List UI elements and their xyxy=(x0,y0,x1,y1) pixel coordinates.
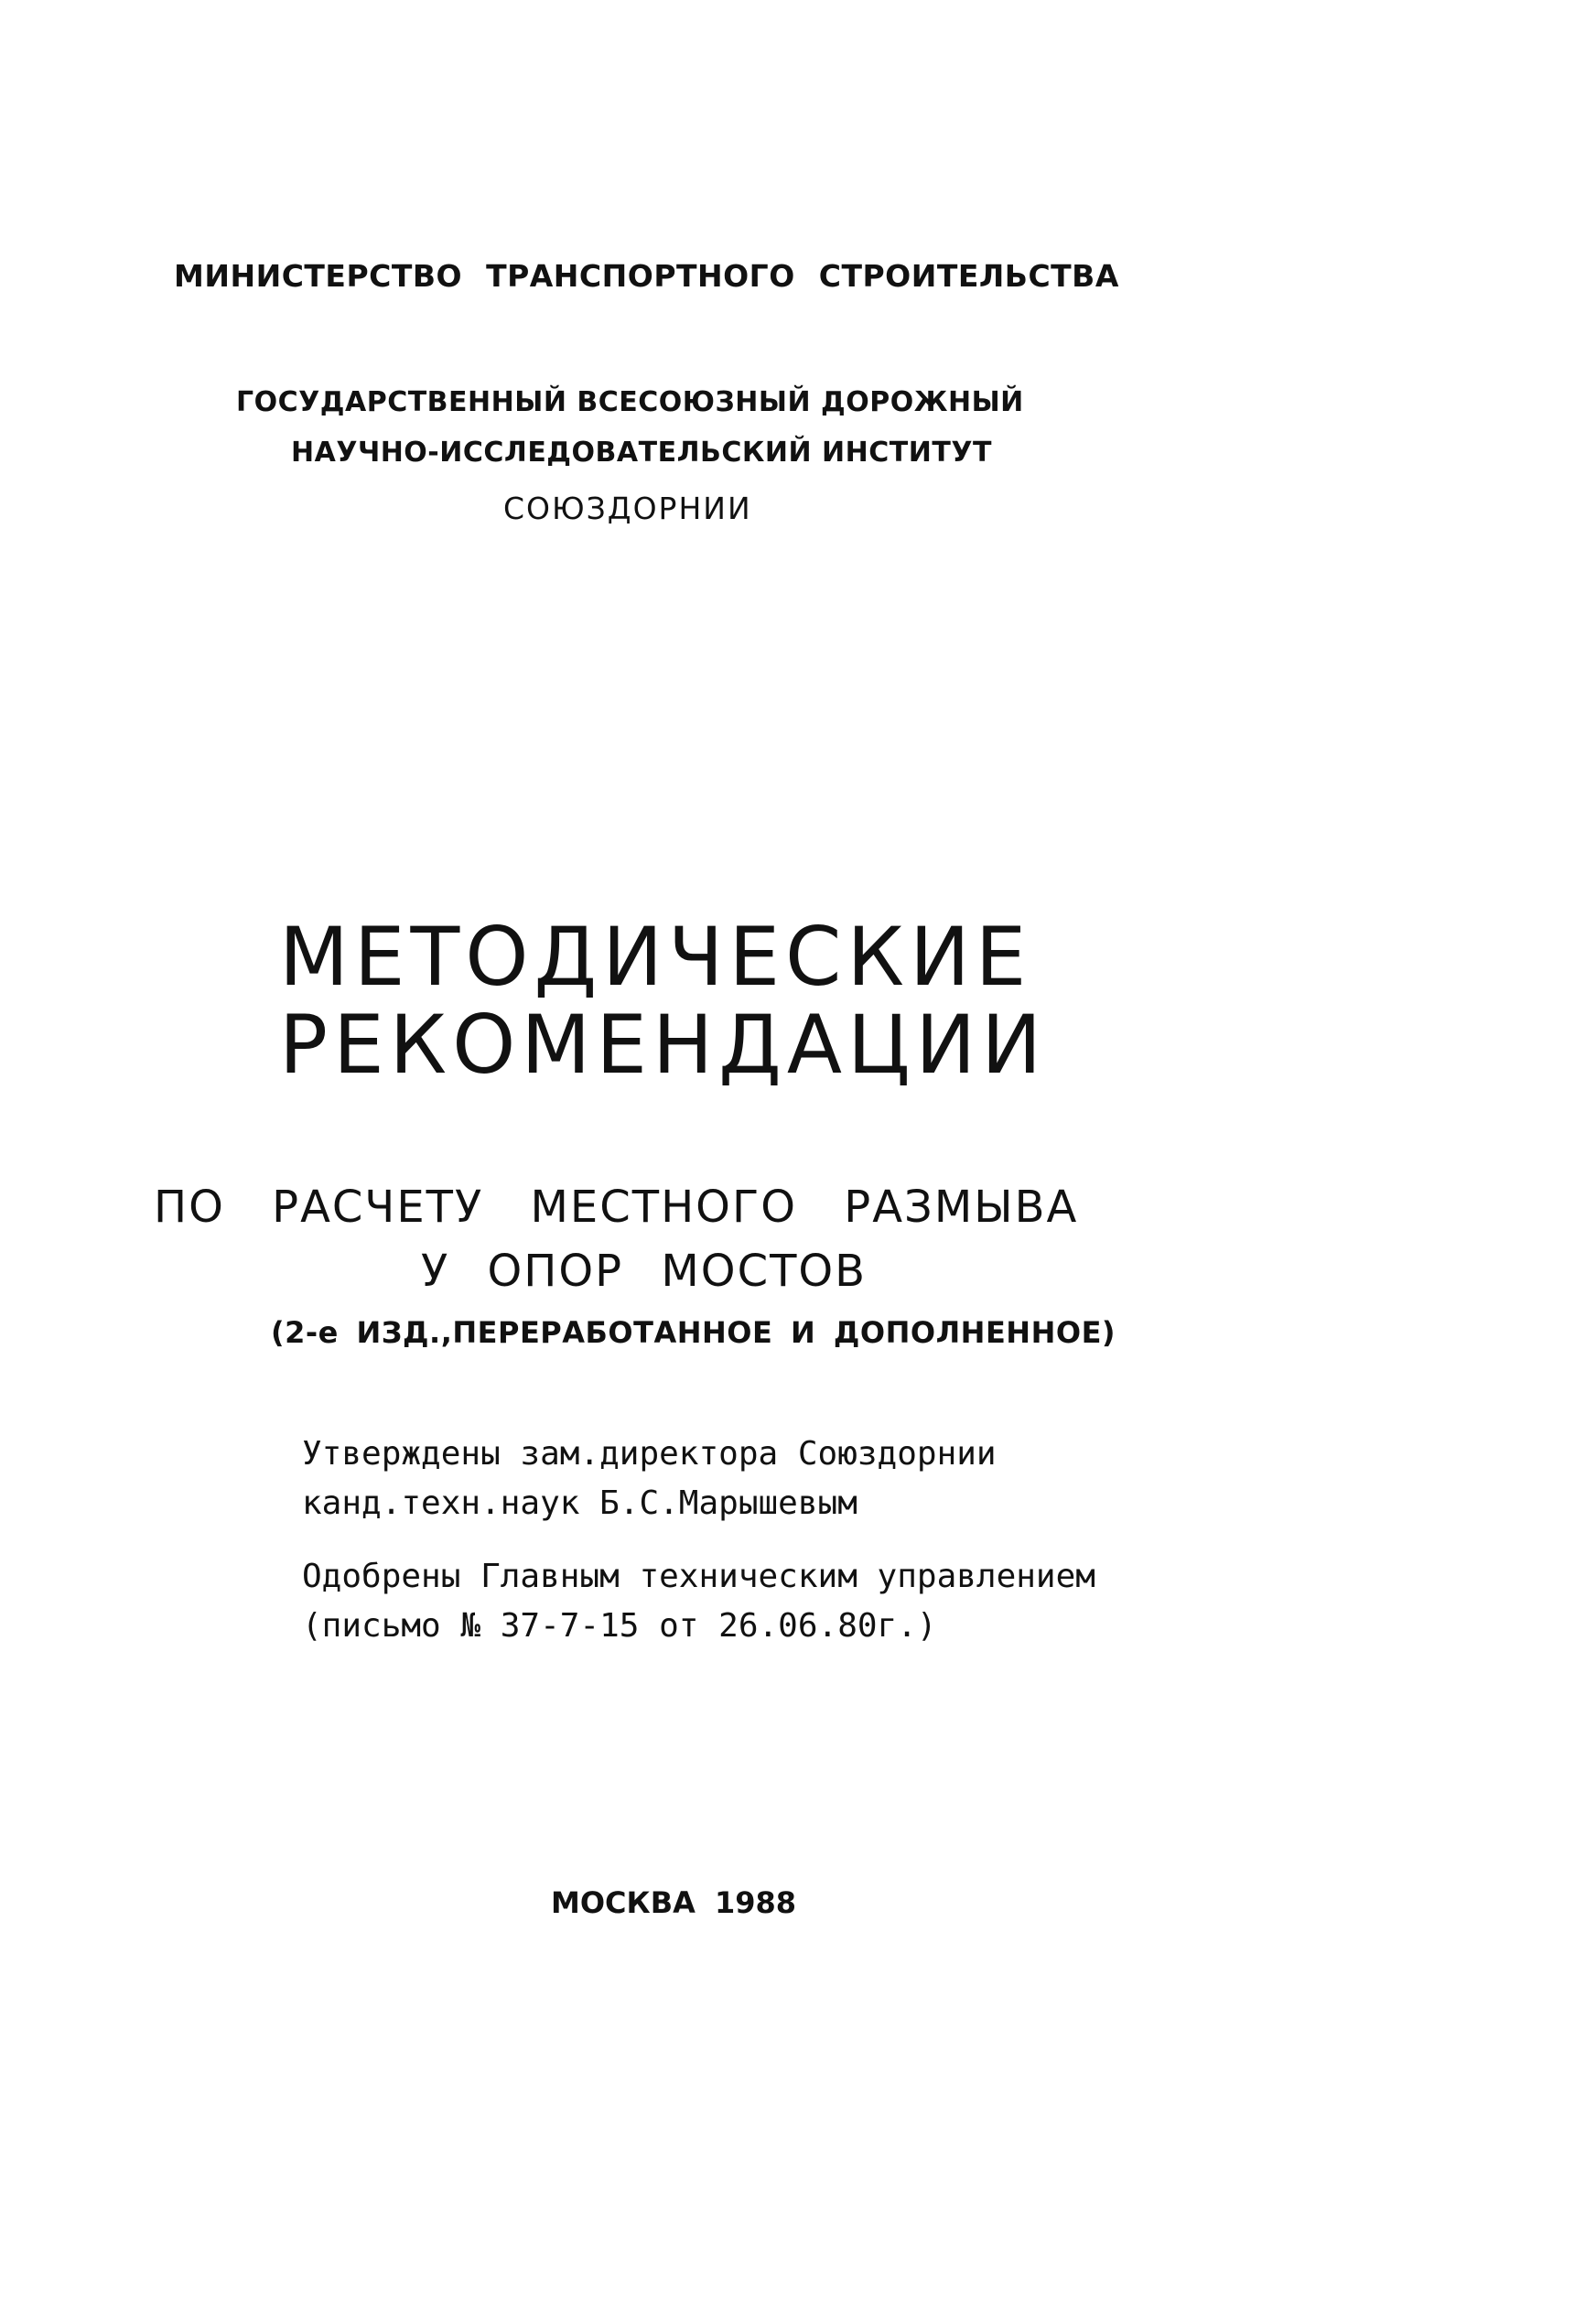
document-title-line1: МЕТОДИЧЕСКИЕ xyxy=(279,910,1032,1004)
publication-city-year: МОСКВА 1988 xyxy=(551,1885,797,1920)
institute-name-line1: ГОСУДАРСТВЕННЫЙ ВСЕСОЮЗНЫЙ ДОРОЖНЫЙ xyxy=(236,386,1024,418)
document-subtitle-line1: ПО РАСЧЕТУ МЕСТНОГО РАЗМЫВА xyxy=(154,1182,1079,1233)
institute-abbreviation: СОЮЗДОРНИИ xyxy=(503,491,752,526)
institute-name-line2: НАУЧНО-ИССЛЕДОВАТЕЛЬСКИЙ ИНСТИТУТ xyxy=(291,437,992,469)
edition-note: (2-е ИЗД.,ПЕРЕРАБОТАННОЕ И ДОПОЛНЕННОЕ) xyxy=(271,1315,1116,1350)
endorsement-line1: Одобрены Главным техническим управлением xyxy=(302,1558,1095,1595)
approval-line1: Утверждены зам.директора Союздорнии xyxy=(302,1435,997,1473)
document-subtitle-line2: У ОПОР МОСТОВ xyxy=(421,1246,868,1297)
ministry-heading: МИНИСТЕРСТВО ТРАНСПОРТНОГО СТРОИТЕЛЬСТВА xyxy=(174,258,1119,294)
approval-line2: канд.техн.наук Б.С.Марышевым xyxy=(302,1484,857,1522)
endorsement-line2: (письмо № 37-7-15 от 26.06.80г.) xyxy=(302,1607,937,1645)
document-title-line2: РЕКОМЕНДАЦИИ xyxy=(279,998,1048,1092)
